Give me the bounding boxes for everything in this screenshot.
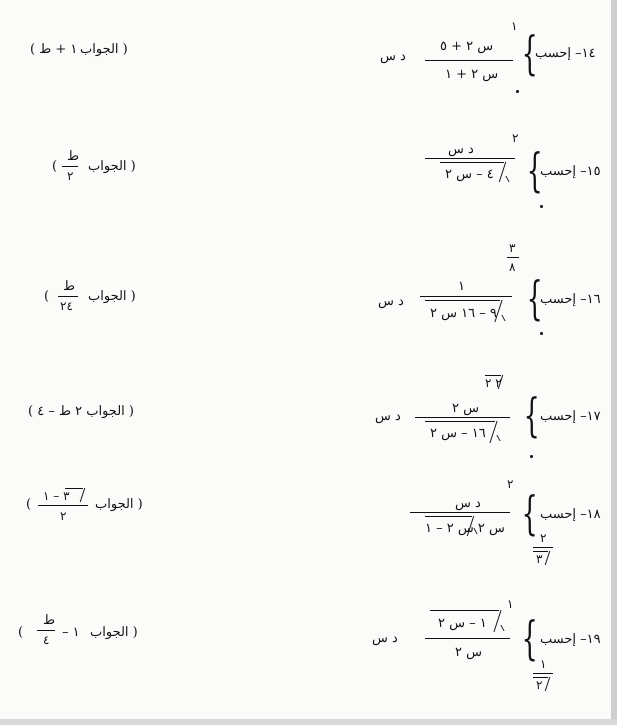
radical-tick	[496, 435, 500, 441]
radical-tick	[500, 625, 504, 631]
lower-limit-numerator: ١	[540, 657, 547, 671]
answer-denominator: ٢٤	[60, 299, 73, 313]
answer-radical	[80, 488, 86, 502]
problem-label: ١٨– إحسب	[540, 507, 601, 522]
answer-prefix: ( الجواب	[88, 289, 136, 304]
dx: د س	[378, 294, 404, 309]
fraction-bar	[415, 417, 510, 418]
numerator: ١ – س ٢	[438, 616, 487, 631]
problem-label: ١٧– إحسب	[540, 409, 601, 424]
radical-stem	[489, 421, 497, 443]
numerator: د س	[455, 496, 481, 511]
answer-fraction-bar	[58, 296, 78, 297]
numerator: د س	[448, 142, 474, 157]
answer-denominator: ٢	[60, 509, 67, 523]
fraction-bar	[420, 296, 512, 297]
denominator: ١٦ – س ٢	[430, 426, 486, 441]
upper-limit-denominator: ٨	[509, 260, 516, 274]
radical-stem	[493, 610, 501, 632]
dx: د س	[380, 49, 406, 64]
upper-limit-bar	[507, 257, 519, 258]
radical-bar	[425, 421, 495, 422]
lower-limit-numerator: ٢	[540, 531, 547, 545]
answer-numerator: ٣ – ١	[43, 489, 70, 503]
integral-brace: {	[521, 26, 538, 80]
lower-limit	[516, 90, 519, 93]
lower-limit-denominator: ٣	[536, 552, 543, 566]
problem-label: ١٤– إحسب	[535, 46, 596, 61]
lower-limit	[530, 455, 533, 458]
denominator: ٩ – ١٦ س ٢	[430, 306, 497, 321]
radical-bar	[425, 300, 500, 301]
upper-limit: ١	[507, 597, 514, 611]
answer-expression: ١ –	[62, 625, 80, 640]
denominator: ٤ – س ٢	[445, 167, 494, 182]
lower-limit-radical	[545, 677, 551, 691]
problem-17	[0, 365, 617, 465]
upper-limit: ١	[511, 19, 518, 33]
lower-limit	[540, 332, 543, 335]
lower-limit	[540, 205, 543, 208]
answer-numerator: ط	[43, 613, 56, 628]
upper-limit: ٢	[507, 477, 514, 491]
answer-numerator: ط	[67, 149, 80, 164]
integral-brace: {	[521, 486, 538, 540]
answer-expression: ١ + ط )	[30, 42, 78, 57]
radical-tick	[505, 176, 509, 182]
upper-limit: ٢ ٢	[485, 376, 502, 390]
radical-bar	[425, 516, 472, 517]
lower-limit-denominator: ٢	[536, 678, 543, 692]
integral-brace: {	[523, 388, 540, 442]
answer-prefix: ( الجواب	[80, 42, 128, 57]
answer-fraction-bar	[38, 505, 88, 506]
dx: د س	[372, 631, 398, 646]
upper-limit-numerator: ٣	[509, 241, 516, 255]
numerator: ١	[458, 279, 465, 294]
denominator: س ٢	[455, 645, 482, 660]
answer-prefix: ( الجواب	[88, 159, 136, 174]
integral-brace: {	[521, 611, 538, 665]
problem-label: ١٥– إحسب	[540, 164, 601, 179]
lower-limit-bar	[533, 547, 553, 548]
radical-tick	[501, 315, 505, 321]
lower-limit-radical	[545, 551, 551, 565]
fraction-bar	[410, 512, 510, 513]
answer-close: )	[44, 289, 50, 304]
fraction-bar	[425, 158, 515, 159]
radical-stem	[499, 162, 506, 182]
radical-bar	[440, 162, 504, 163]
answer-prefix: ( الجواب	[95, 497, 143, 512]
numerator: س ٢	[452, 401, 479, 416]
answer-prefix: ( الجواب	[90, 625, 138, 640]
page-bottom-edge	[0, 719, 617, 725]
answer-close: )	[52, 159, 58, 174]
upper-limit: ٢	[512, 131, 519, 145]
lower-limit-bar	[533, 673, 553, 674]
answer-close: )	[26, 497, 32, 512]
answer-fraction-bar	[62, 166, 78, 167]
problem-label: ١٦– إحسب	[540, 292, 601, 307]
numerator: س ٢ + ٥	[440, 39, 494, 54]
answer-denominator: ٢	[67, 169, 74, 183]
fraction-bar	[425, 638, 510, 639]
problem-19	[0, 590, 617, 690]
radical-bar	[430, 610, 499, 611]
answer-close: )	[18, 625, 24, 640]
problem-15	[0, 110, 617, 210]
denominator: س ٢ + ١	[445, 67, 499, 82]
integral-brace: {	[526, 143, 543, 197]
integral-brace: {	[526, 271, 543, 325]
denominator: س ٢ س ٢ – ١	[425, 521, 505, 536]
problem-14	[0, 0, 617, 100]
problem-16	[0, 240, 617, 340]
dx: د س	[375, 409, 401, 424]
answer-denominator: ٤	[43, 633, 50, 647]
answer-text: ( الجواب ٢ ط – ٤ )	[28, 404, 134, 419]
fraction-bar	[425, 60, 513, 61]
answer-numerator: ط	[63, 279, 76, 294]
problem-label: ١٩– إحسب	[540, 632, 601, 647]
problem-18	[0, 470, 617, 570]
answer-fraction-bar	[37, 630, 55, 631]
